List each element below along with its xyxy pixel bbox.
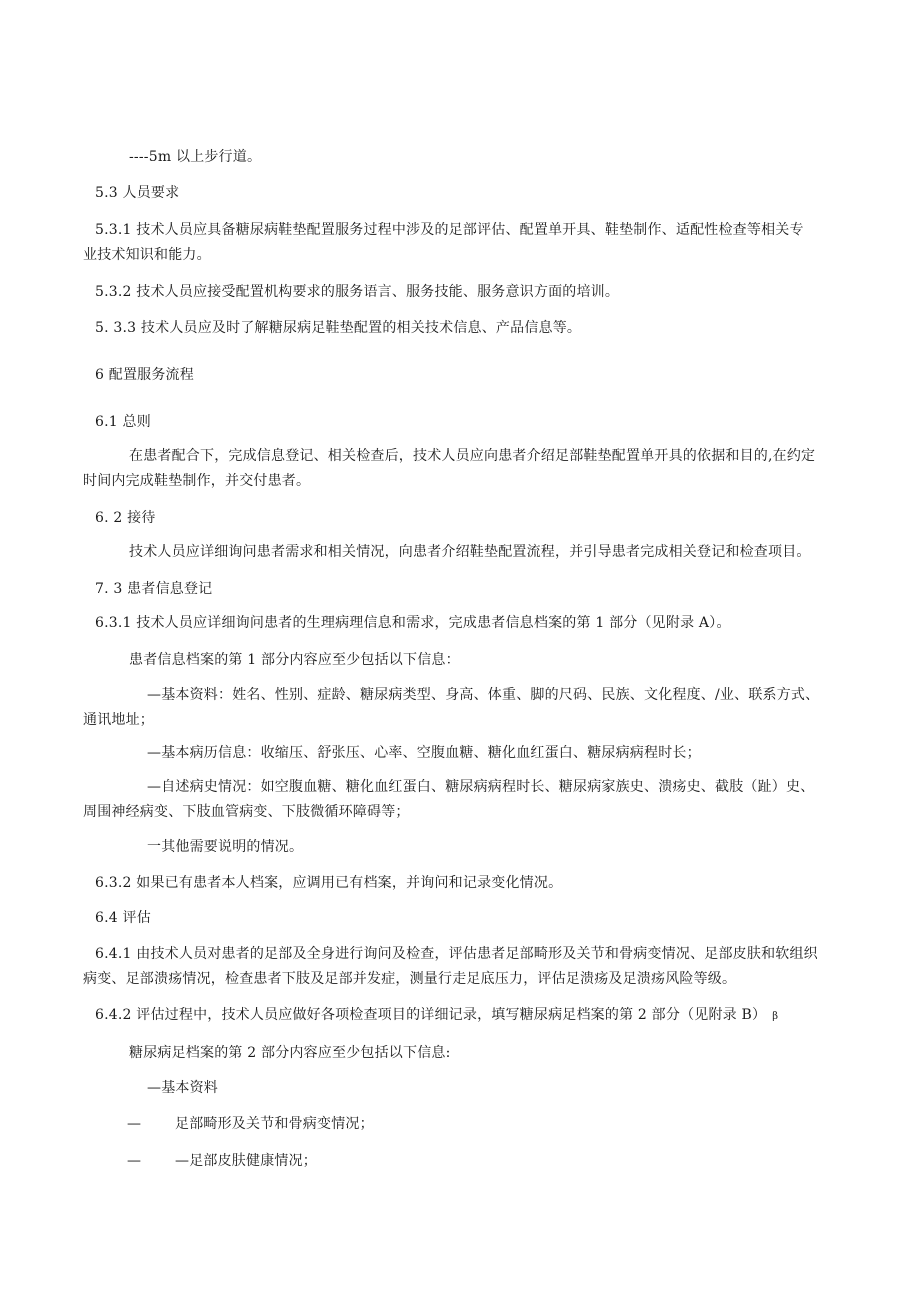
clause-6-4-1-line2: 病变、足部溃疡情况，检查患者下肢及足部并发症，测量行走足底压力，评估足溃疡及足溃疡风险等级。 xyxy=(83,971,737,987)
clause-6-3-1: 6.3.1 技术人员应详细询问患者的生理病理信息和需求，完成患者信息档案的第 1 部分（见附录 A）。 xyxy=(95,615,731,631)
list-item-basic-info-line1: —基本资料：姓名、性别、症龄、糖尿病类型、身高、体重、脚的尺码、民族、文化程度、/业、联系方式、 xyxy=(147,687,820,703)
clause-5-3-3: 5. 3.3 技术人员应及时了解糖尿病足鞋垫配置的相关技术信息、产品信息等。 xyxy=(95,320,582,336)
para-6-1-line2: 时间内完成鞋垫制作，并交付患者。 xyxy=(83,473,311,489)
list-item-medical-record: —基本病历信息：收缩压、舒张压、心率、空腹血糖、糖化血红蛋白、糖尿病病程时长； xyxy=(147,745,701,761)
list-item-basic-info-line2: 通讯地址； xyxy=(83,712,154,728)
heading-6-1: 6.1 总则 xyxy=(95,414,151,430)
clause-5-3-1-line1: 5.3.1 技术人员应具备糖尿病鞋垫配置服务过程中涉及的足部评估、配置单开具、鞋垫制作、适配性检查等相关专 xyxy=(95,222,804,238)
heading-5-3: 5.3 人员要求 xyxy=(95,185,180,201)
heading-6: 6 配置服务流程 xyxy=(95,367,194,383)
para-info-intro: 患者信息档案的第 1 部分内容应至少包括以下信息： xyxy=(129,652,460,668)
clause-5-3-1-line2: 业技术知识和能力。 xyxy=(83,247,211,263)
heading-6-3: 7. 3 患者信息登记 xyxy=(95,581,213,597)
clause-6-4-2 xyxy=(95,1006,778,1026)
clause-6-4-1-line1: 6.4.1 由技术人员对患者的足部及全身进行询问及检查，评估患者足部畸形及关节和骨病变情况、足部皮肤和软组织 xyxy=(95,946,818,962)
clause-6-4-2-text: 6.4.2 评估过程中，技术人员应做好各项检查项目的详细记录，填写糖尿病足档案的第 2 部分（见附录 B） xyxy=(95,1007,767,1023)
list-item-history-line2: 周围神经病变、下肢血管病变、下肢微循环障碍等； xyxy=(83,804,410,820)
para-6-2: 技术人员应详细询问患者需求和相关情况，向患者介绍鞋垫配置流程，并引导患者完成相关登记和检查项目。 xyxy=(129,544,811,560)
list-item-other: 一其他需要说明的情况。 xyxy=(147,839,304,855)
heading-6-4: 6.4 评估 xyxy=(95,910,151,926)
list-item-history-line1: —自述病史情况：如空腹血糖、糖化血红蛋白、糖尿病病程时长、糖尿病家族史、溃疡史、截肢（趾）史、 xyxy=(147,779,815,795)
list-dash-2: — xyxy=(127,1153,142,1169)
list-item-skin: —足部皮肤健康情况； xyxy=(175,1153,317,1169)
list-item-foot-basic: —基本资料 xyxy=(147,1080,218,1096)
stray-mark: β xyxy=(772,1011,779,1022)
list-item-walkway: ----5m 以上步行道。 xyxy=(129,149,262,165)
para-6-1-line1: 在患者配合下，完成信息登记、相关检查后，技术人员应向患者介绍足部鞋垫配置单开具的依据和目的,在约定 xyxy=(129,448,816,464)
clause-5-3-2: 5.3.2 技术人员应接受配置机构要求的服务语言、服务技能、服务意识方面的培训。 xyxy=(95,284,620,300)
list-dash-1: — xyxy=(127,1116,142,1132)
para-foot-intro: 糖尿病足档案的第 2 部分内容应至少包括以下信息: xyxy=(129,1045,451,1061)
clause-6-3-2: 6.3.2 如果已有患者本人档案，应调用已有档案，并询问和记录变化情况。 xyxy=(95,875,563,891)
heading-6-2: 6. 2 接待 xyxy=(95,510,156,526)
list-item-deformity: 足部畸形及关节和骨病变情况； xyxy=(175,1116,374,1132)
